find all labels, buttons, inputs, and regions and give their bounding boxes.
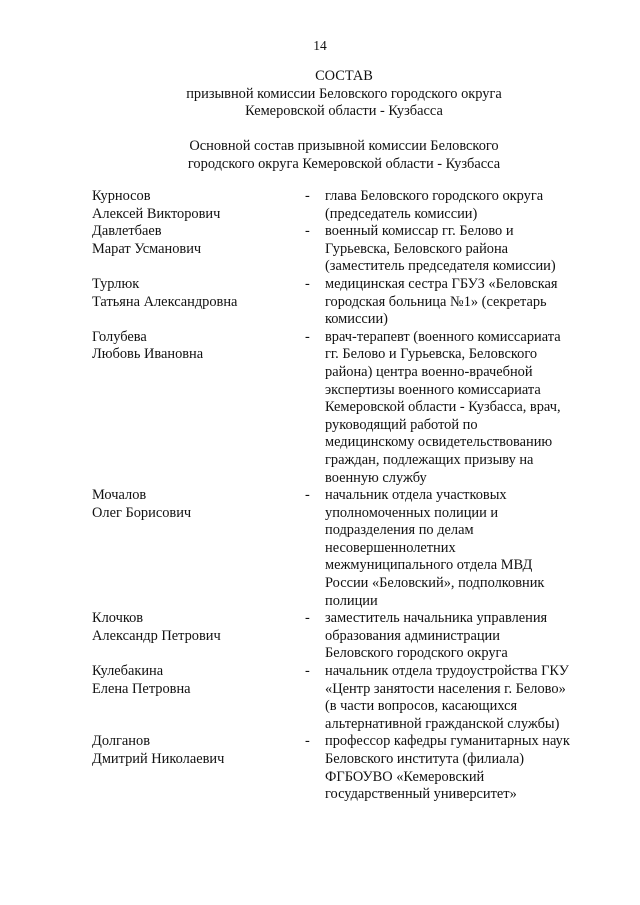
member-surname: Кулебакина <box>92 663 164 680</box>
member-role-line: (в части вопросов, касающихся <box>325 698 518 715</box>
member-role-line: России «Беловский», подполковник <box>325 575 545 592</box>
member-entry <box>0 276 640 329</box>
member-name <box>92 329 203 364</box>
title-heading: СОСТАВ <box>315 68 373 84</box>
member-surname: Турлюк <box>92 275 140 292</box>
member-role-line: государственный университет» <box>325 786 517 803</box>
member-given-names: Олег Борисович <box>92 504 192 521</box>
member-entry <box>0 329 640 487</box>
member-given-names: Дмитрий Николаевич <box>92 751 225 767</box>
member-surname: Голубева <box>92 328 147 345</box>
member-given-names: Елена Петровна <box>92 680 191 697</box>
member-dash: - <box>305 188 310 204</box>
member-role-line: Кемеровской области - Кузбасса, врач, <box>325 399 561 416</box>
member-role-line: (заместитель председателя комиссии) <box>325 258 556 275</box>
member-role-line: экспертизы военного комиссариата <box>325 381 541 398</box>
member-role-line: образования администрации <box>325 627 500 644</box>
member-role <box>325 276 640 329</box>
member-entry <box>0 223 640 276</box>
subtitle-line-2: городского округа Кемеровской области - Кузбасса <box>187 155 501 172</box>
title-line-2: призывной комиссии Беловского городского округа <box>186 85 502 102</box>
member-role-line: гг. Белово и Гурьевска, Беловского <box>325 346 538 363</box>
member-name <box>92 663 191 698</box>
member-entry <box>0 663 640 733</box>
member-name <box>92 733 224 768</box>
member-given-names: Марат Усманович <box>92 240 202 257</box>
member-role-line: начальник отдела трудоустройства ГКУ <box>325 663 569 680</box>
member-surname: Мочалов <box>92 487 147 504</box>
member-role-line: глава Беловского городского округа <box>325 188 544 204</box>
title-line-3: Кемеровской области - Кузбасса <box>245 103 443 120</box>
member-role-line: «Центр занятости населения г. Белово» <box>325 680 566 697</box>
member-role-line: (председатель комиссии) <box>325 205 478 222</box>
member-role-line: медицинскому освидетельствованию <box>325 434 553 451</box>
member-given-names: Алексей Викторович <box>92 205 221 222</box>
member-role-line: несовершеннолетних <box>325 539 456 556</box>
member-dash: - <box>305 487 310 504</box>
member-role-line: уполномоченных полиции и <box>325 504 499 521</box>
document-title <box>0 68 640 121</box>
member-role-line: района) центра военно-врачебной <box>325 363 533 380</box>
member-entry <box>0 610 640 663</box>
member-entry <box>0 188 640 223</box>
member-dash: - <box>305 223 310 240</box>
member-name <box>92 223 201 258</box>
member-role <box>325 329 640 487</box>
member-name <box>92 276 237 311</box>
member-surname: Долганов <box>92 733 150 750</box>
member-role-line: руководящий работой по <box>325 416 478 433</box>
member-name <box>92 610 221 645</box>
member-role-line: военную службу <box>325 469 427 486</box>
member-role-line: военный комиссар гг. Белово и <box>325 223 514 240</box>
member-surname: Давлетбаев <box>92 223 162 240</box>
member-role <box>325 610 640 663</box>
member-given-names: Александр Петрович <box>92 627 221 644</box>
member-role-line: Гурьевска, Беловского района <box>325 240 509 257</box>
member-role-line: профессор кафедры гуманитарных наук <box>325 733 570 750</box>
subtitle-line-1: Основной состав призывной комиссии Беловского <box>189 138 499 154</box>
members-list <box>0 188 640 804</box>
member-entry <box>0 487 640 610</box>
member-role-line: ФГБОУВО «Кемеровский <box>325 768 485 785</box>
member-given-names: Любовь Ивановна <box>92 346 204 363</box>
member-role-line: Беловского института (филиала) <box>325 751 525 767</box>
member-dash: - <box>305 663 310 680</box>
member-dash: - <box>305 328 310 345</box>
member-surname: Клочков <box>92 610 144 627</box>
member-name <box>92 487 191 522</box>
member-role-line: медицинская сестра ГБУЗ «Беловская <box>325 275 558 292</box>
member-dash: - <box>305 733 310 750</box>
member-role-line: альтернативной гражданской службы) <box>325 715 560 732</box>
member-role-line: подразделения по делам <box>325 522 474 539</box>
member-entry <box>0 733 640 803</box>
member-dash: - <box>305 275 310 292</box>
member-role <box>325 733 640 803</box>
member-name <box>92 188 220 223</box>
member-role <box>325 663 640 733</box>
member-role <box>325 188 640 223</box>
member-role <box>325 487 640 610</box>
member-dash: - <box>305 610 310 627</box>
member-role-line: граждан, подлежащих призыву на <box>325 451 534 468</box>
member-role-line: комиссии) <box>325 311 388 328</box>
member-role-line: межмуниципального отдела МВД <box>325 557 533 574</box>
member-role-line: полиции <box>325 592 378 609</box>
member-role-line: Беловского городского округа <box>325 645 508 662</box>
page-number: 14 <box>313 38 327 53</box>
member-surname: Курносов <box>92 188 151 204</box>
member-given-names: Татьяна Александровна <box>92 293 238 310</box>
member-role <box>325 223 640 276</box>
member-role-line: городская больница №1» (секретарь <box>325 293 547 310</box>
member-role-line: начальник отдела участковых <box>325 487 507 504</box>
member-role-line: врач-терапевт (военного комиссариата <box>325 328 561 345</box>
member-role-line: заместитель начальника управления <box>325 610 548 627</box>
section-subtitle <box>0 138 640 173</box>
